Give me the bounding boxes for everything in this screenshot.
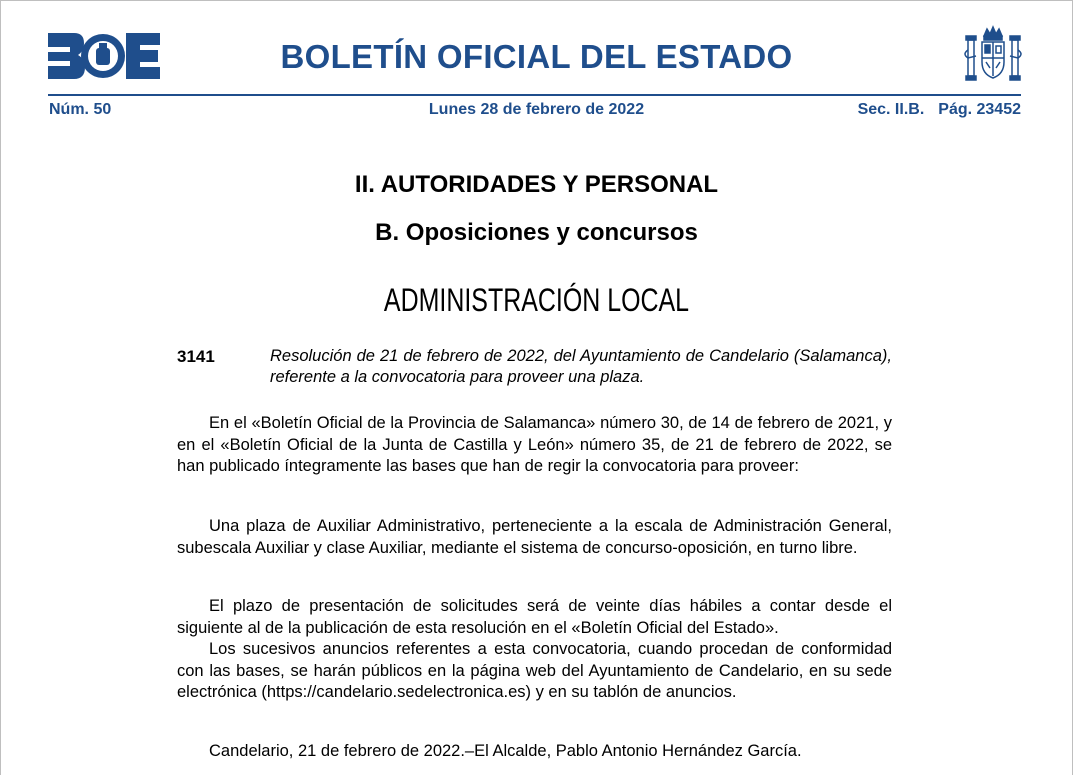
body-paragraph [177,596,892,704]
section-heading: II. AUTORIDADES Y PERSONAL [354,171,719,198]
paragraph-text: Los sucesivos anuncios referentes a esta convocatoria, cuando procedan de conformidad con las bases, se harán públicos en la página web del Ayuntamiento de Candelario, en su sede electrónica (https://candelario.sedelectronica.es) y en su tablón de anuncios. [177,640,892,701]
subsection-heading: B. Oposiciones y concursos [375,219,698,246]
signature-text: Candelario, 21 de febrero de 2022.–El Alcalde, Pablo Antonio Hernández García. [209,742,802,760]
body-paragraph [177,516,892,559]
section-label: Sec. II.B. [857,101,925,118]
issue-date: Lunes 28 de febrero de 2022 [428,101,645,118]
paragraph-text: En el «Boletín Oficial de la Provincia de Salamanca» número 30, de 14 de febrero de 2021, y en el «Boletín Oficial de la Junta de Castilla y León» número 35, de 21 de febrero de 2022, se han publicado íntegramente las bases que han de regir la convocatoria para proveer: [177,414,892,475]
entry-title: Resolución de 21 de febrero de 2022, del Ayuntamiento de Candelario (Salamanca), referente a la convocatoria para proveer una plaza. [270,347,892,386]
header-divider [48,94,1021,96]
signature-paragraph [177,741,892,763]
entry-number: 3141 [177,347,215,366]
publication-title: BOLETÍN OFICIAL DEL ESTADO [280,38,793,75]
coat-of-arms-icon [962,24,1024,86]
paragraph-text: El plazo de presentación de solicitudes será de veinte días hábiles a contar desde el siguiente al de la publicación de esta resolución en el «Boletín Oficial del Estado». [177,597,892,637]
section-page-info [858,101,1021,119]
paragraph-text: Una plaza de Auxiliar Administrativo, perteneciente a la escala de Administración General, subescala Auxiliar y clase Auxiliar, mediante el sistema de concurso-oposición, en turno libre. [177,517,892,557]
page-label: Pág. 23452 [938,101,1021,118]
body-paragraph [177,413,892,478]
category-heading: ADMINISTRACIÓN LOCAL [383,282,690,318]
issue-number: Núm. 50 [49,101,112,118]
